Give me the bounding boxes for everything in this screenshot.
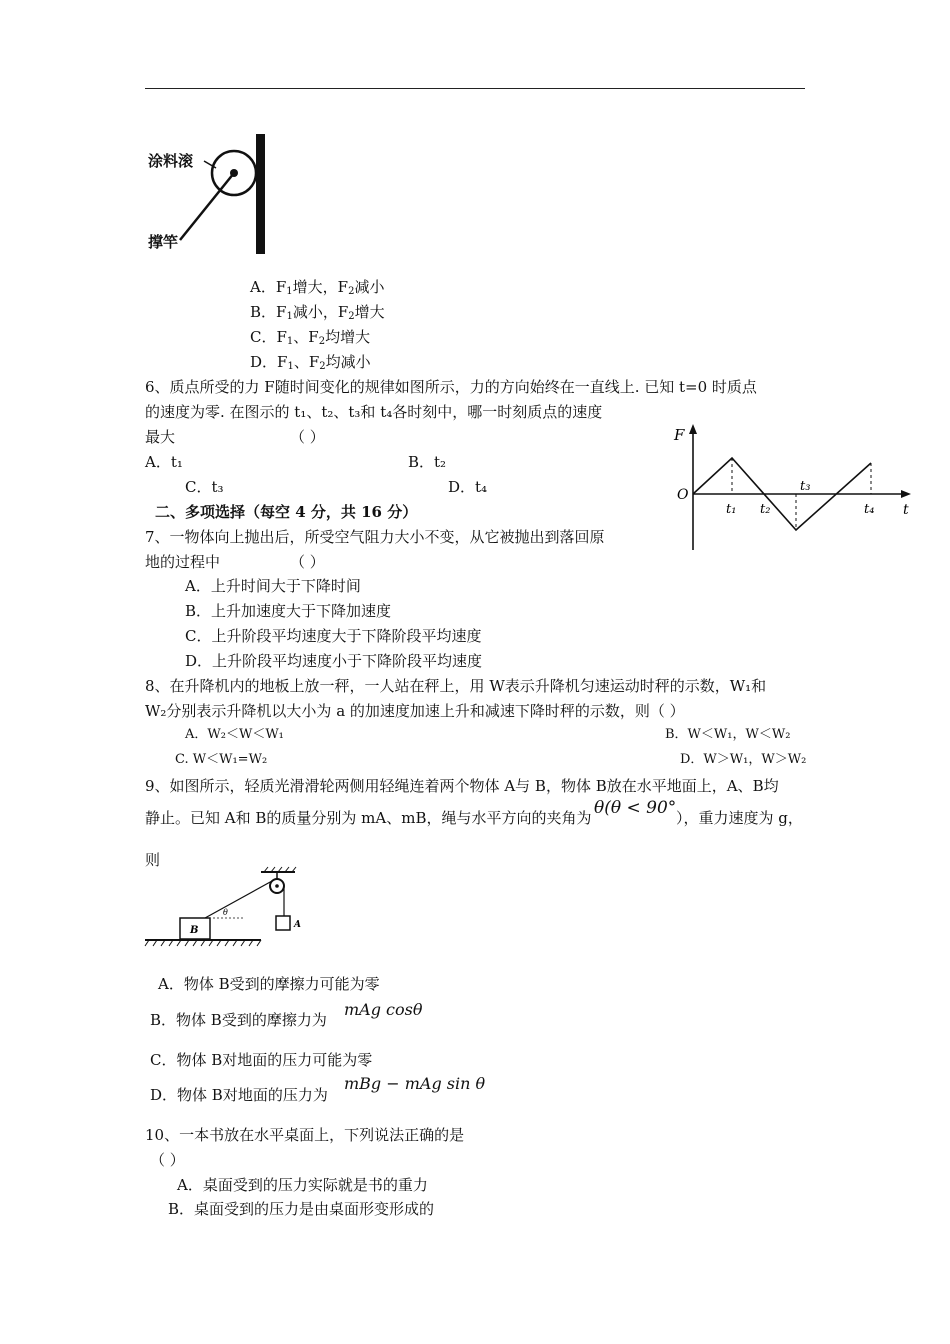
graph-f-label: F [674, 426, 685, 444]
q6-option-b: B．t₂ [408, 453, 447, 471]
q9-formula-b: mAg cosθ [344, 1000, 423, 1019]
graph-t2-label: t₂ [760, 502, 771, 517]
section-2-heading: 二、多项选择（每空 4 分，共 16 分） [155, 503, 418, 521]
header-rule [145, 88, 805, 89]
q6-line-3: 最大 [145, 428, 176, 446]
q7-option-b: B．上升加速度大于下降加速度 [185, 602, 392, 620]
graph-x-arrow [901, 490, 911, 498]
q6-option-a: A．t₁ [145, 453, 183, 471]
graph-t1-label: t₁ [726, 502, 737, 517]
graph-t-label: t [903, 502, 909, 518]
q7-answer-paren: （ ） [290, 553, 325, 571]
q6-answer-paren: （ ） [290, 428, 325, 446]
rope-slanted [205, 881, 272, 918]
q5-option-a: A．$F_1$增大，$F_2$减小 [250, 278, 385, 297]
graph-y-arrow [689, 424, 697, 434]
q8-option-c: C. W＜W₁=W₂ [175, 752, 268, 767]
q7-option-c: C．上升阶段平均速度大于下降阶段平均速度 [185, 627, 482, 645]
q10-line-1: 10、一本书放在水平桌面上，下列说法正确的是 [145, 1126, 465, 1144]
graph-t3-label: t₃ [800, 479, 811, 494]
q9-theta-formula: θ(θ < 90° [594, 798, 677, 818]
pole-label: 撑竿 [148, 233, 179, 251]
angle-label: θ [223, 908, 228, 917]
block-b-label: B [190, 925, 199, 936]
q9-option-b: B．物体 B受到的摩擦力为 [150, 1011, 327, 1029]
roller-label: 涂料滚 [148, 152, 194, 170]
block-a [276, 916, 290, 930]
q8-line-1: 8、在升降机内的地板上放一秤，一人站在秤上，用 W表示升降机匀速运动时秤的示数，W₁和 [145, 677, 767, 695]
graph-t4-label: t₄ [864, 502, 875, 517]
q9-option-c: C．物体 B对地面的压力可能为零 [150, 1051, 373, 1069]
q10-option-b: B．桌面受到的压力是由桌面形变形成的 [168, 1200, 435, 1218]
q9-option-d: D．物体 B对地面的压力为 [150, 1086, 328, 1104]
q9-formula-d: mBg − mAg sin θ [344, 1074, 486, 1093]
q8-option-b: B．W＜W₁，W＜W₂ [665, 727, 791, 742]
q10-answer-paren: （ ） [150, 1151, 185, 1169]
q7-option-a: A．上升时间大于下降时间 [185, 577, 361, 595]
graph-origin-label: O [677, 487, 689, 503]
q5-option-c: C．$F_1$、$F_2$均增大 [250, 328, 371, 347]
q6-option-d: D．t₄ [448, 478, 488, 496]
q5-option-b: B．$F_1$减小，$F_2$增大 [250, 303, 385, 322]
q9-option-a: A．物体 B受到的摩擦力可能为零 [158, 975, 380, 993]
pole-line [180, 173, 234, 240]
wall [256, 134, 265, 254]
q9-line-3: 则 [145, 851, 161, 869]
q7-line-1: 7、一物体向上抛出后，所受空气阻力大小不变，从它被抛出到落回原 [145, 528, 605, 546]
q10-option-a: A．桌面受到的压力实际就是书的重力 [177, 1176, 428, 1194]
q6-line-1: 6、质点所受的力 F随时间变化的规律如图所示，力的方向始终在一直线上. 已知 t=0 时质点 [145, 378, 757, 396]
force-time-graph [668, 420, 923, 558]
q9-line-2-part-b: ），重力速度为 g， [676, 809, 803, 827]
q6-line-2: 的速度为零. 在图示的 t₁、t₂、t₃和 t₄各时刻中，哪一时刻质点的速度 [145, 403, 603, 421]
q7-option-d: D．上升阶段平均速度小于下降阶段平均速度 [185, 652, 483, 670]
q8-line-2: W₂分别表示升降机以大小为 a 的加速度加速上升和减速下降时秤的示数，则（ ） [145, 702, 685, 720]
q9-line-1: 9、如图所示，轻质光滑滑轮两侧用轻绳连着两个物体 A与 B，物体 B放在水平地面上，A、B均 [145, 777, 779, 795]
q6-option-c: C．t₃ [185, 478, 224, 496]
q8-option-d: D．W＞W₁，W＞W₂ [680, 752, 807, 767]
q5-option-d: D．$F_1$、$F_2$均减小 [250, 353, 371, 372]
q8-option-a: A．W₂＜W＜W₁ [185, 727, 284, 742]
q9-line-2-part-a: 静止。已知 A和 B的质量分别为 mA、mB，绳与水平方向的夹角为 [145, 809, 592, 827]
block-a-label: A [294, 920, 301, 930]
q7-line-2: 地的过程中 [145, 553, 221, 571]
pulley-figure [143, 866, 303, 948]
